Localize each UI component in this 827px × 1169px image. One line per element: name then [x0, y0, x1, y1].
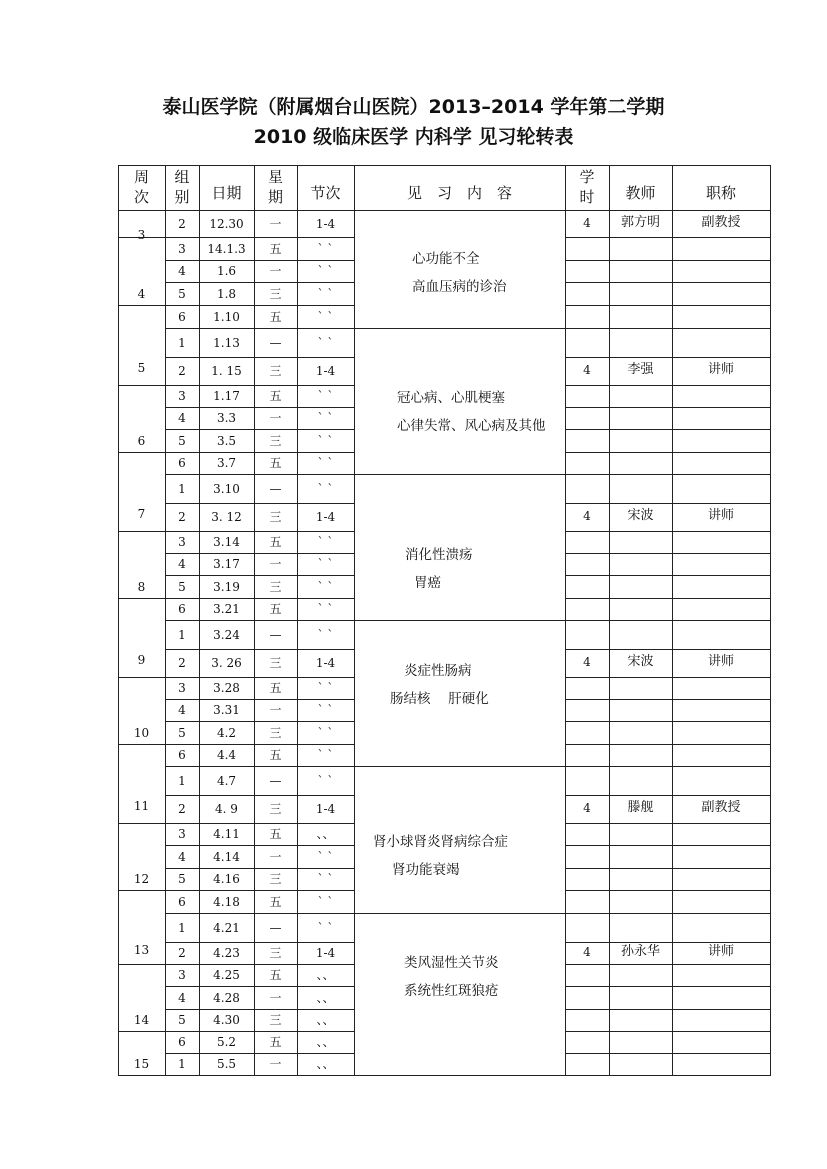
teacher-cell: 郭方明	[620, 214, 660, 230]
date-cell: 5.2	[216, 1035, 237, 1049]
date-cell: 4.18	[213, 894, 240, 909]
table-hline	[565, 328, 770, 329]
date-cell: 14.1.3	[207, 241, 246, 256]
header-hours-bottom: 时	[579, 188, 595, 206]
table-hline	[565, 795, 770, 796]
date-cell: 4.2	[216, 725, 237, 740]
table-hline	[565, 1053, 770, 1054]
date-cell: 3.24	[213, 627, 240, 642]
week-number: 8	[137, 579, 146, 594]
date-cell: 4.4	[216, 748, 237, 762]
table-hline	[165, 942, 354, 943]
header-content: 见 习 内 容	[406, 184, 512, 202]
table-hline	[165, 429, 354, 430]
table-hline	[565, 598, 770, 599]
weekday-cell: 五	[269, 827, 282, 841]
date-cell: 3.28	[213, 681, 240, 695]
group-cell: 5	[178, 286, 186, 301]
content-line: 消化性溃疡	[405, 547, 473, 563]
session-cell: ` `	[317, 602, 334, 616]
group-cell: 6	[178, 309, 186, 324]
group-cell: 6	[178, 748, 186, 762]
weekday-cell: 三	[269, 1013, 282, 1027]
table-hline	[165, 598, 354, 599]
table-hline	[165, 986, 354, 987]
content-line: 类风湿性关节炎	[404, 955, 499, 971]
group-cell: 2	[178, 802, 186, 816]
date-cell: 4. 9	[215, 802, 238, 816]
session-cell: ` `	[317, 725, 334, 740]
date-cell: 4.14	[213, 849, 240, 864]
table-hline	[565, 845, 770, 846]
table-hline	[565, 385, 770, 386]
group-cell: 3	[178, 681, 186, 695]
hours-cell: 4	[583, 215, 591, 230]
teacher-cell: 宋波	[627, 654, 654, 669]
session-cell: ` `	[317, 872, 334, 886]
weekday-cell: 三	[269, 433, 282, 448]
table-hline	[354, 620, 565, 621]
weekday-cell: 五	[269, 968, 282, 982]
group-cell: 5	[178, 579, 186, 594]
weekday-cell: —	[269, 920, 282, 935]
content-line: 系统性红斑狼疮	[404, 983, 499, 999]
header-group-top: 组	[174, 168, 190, 186]
session-cell: ` `	[317, 241, 334, 256]
group-cell: 3	[178, 389, 186, 403]
table-hline	[565, 407, 770, 408]
weekday-cell: 三	[269, 579, 282, 594]
session-cell: ` `	[317, 557, 334, 571]
table-hline	[165, 531, 354, 532]
table-hline	[565, 575, 770, 576]
weekday-cell: 五	[269, 535, 282, 549]
table-hline	[165, 964, 354, 965]
table-hline	[565, 474, 770, 475]
date-cell: 1.8	[216, 286, 237, 301]
table-vline	[770, 165, 771, 1076]
session-cell: 、、	[316, 990, 335, 1005]
week-number: 9	[137, 652, 146, 667]
weekday-cell: 三	[269, 802, 282, 816]
table-hline	[565, 699, 770, 700]
table-hline	[565, 429, 770, 430]
table-hline	[165, 575, 354, 576]
session-cell: ` `	[317, 703, 334, 717]
weekday-cell: 一	[269, 990, 282, 1005]
table-hline	[165, 677, 354, 678]
table-hline	[118, 890, 165, 891]
rank-cell: 副教授	[701, 800, 741, 815]
table-hline	[165, 766, 354, 767]
weekday-cell: —	[269, 481, 282, 496]
table-hline	[165, 503, 354, 504]
date-cell: 3.14	[213, 535, 240, 549]
weekday-cell: 一	[269, 264, 282, 278]
weekday-cell: 一	[269, 411, 282, 425]
header-weekday-bottom: 期	[267, 188, 283, 206]
table-hline	[165, 649, 354, 650]
table-hline	[565, 260, 770, 261]
group-cell: 1	[178, 1057, 186, 1071]
week-number: 13	[133, 942, 150, 957]
weekday-cell: 五	[269, 1035, 282, 1049]
date-cell: 3. 26	[211, 656, 242, 670]
table-hline	[565, 964, 770, 965]
date-cell: 3. 12	[211, 510, 242, 524]
session-cell: ` `	[317, 579, 334, 594]
weekday-cell: 一	[269, 216, 282, 231]
table-hline	[565, 868, 770, 869]
session-cell: 、、	[316, 968, 335, 982]
week-number: 4	[137, 287, 146, 301]
date-cell: 4.16	[213, 872, 240, 886]
date-cell: 4.28	[213, 990, 240, 1005]
content-line: 炎症性肠病	[404, 663, 472, 679]
document-title: 泰山医学院（附属烟台山医院）2013–2014 学年第二学期	[162, 96, 665, 118]
table-hline	[165, 474, 354, 475]
weekday-cell: 三	[269, 656, 282, 670]
table-hline	[565, 1031, 770, 1032]
group-cell: 5	[178, 433, 186, 448]
group-cell: 6	[178, 1035, 186, 1049]
weekday-cell: 三	[269, 872, 282, 886]
session-cell: 1-4	[315, 510, 336, 524]
date-cell: 3.31	[213, 703, 240, 717]
content-line: 胃癌	[414, 575, 441, 591]
session-cell: 、、	[316, 827, 335, 841]
weekday-cell: 一	[269, 557, 282, 571]
date-cell: 3.21	[213, 602, 240, 616]
table-hline	[165, 845, 354, 846]
session-cell: ` `	[317, 456, 334, 470]
content-line: 高血压病的诊治	[412, 279, 507, 295]
table-hline	[565, 503, 770, 504]
table-hline	[565, 766, 770, 767]
table-hline	[118, 165, 771, 166]
session-cell: 、、	[316, 1035, 335, 1049]
table-hline	[354, 766, 565, 767]
group-cell: 2	[178, 510, 186, 524]
session-cell: ` `	[317, 389, 334, 403]
group-cell: 5	[178, 872, 186, 886]
content-line: 冠心病、心肌梗塞	[397, 390, 505, 406]
group-cell: 1	[178, 335, 186, 350]
date-cell: 4.30	[213, 1013, 240, 1027]
hours-cell: 4	[583, 509, 591, 523]
date-cell: 1.17	[213, 389, 240, 403]
table-hline	[165, 328, 354, 329]
rank-cell: 讲师	[707, 654, 734, 669]
table-hline	[565, 677, 770, 678]
table-hline	[354, 328, 565, 329]
table-hline	[165, 407, 354, 408]
table-hline	[165, 237, 354, 238]
session-cell: 1-4	[315, 364, 336, 378]
week-number: 6	[137, 433, 146, 448]
table-hline	[165, 452, 354, 453]
week-number: 11	[133, 798, 150, 813]
weekday-cell: 一	[269, 703, 282, 717]
session-cell: ` `	[317, 627, 334, 642]
rank-cell: 讲师	[707, 508, 734, 523]
group-cell: 6	[178, 602, 186, 616]
group-cell: 4	[178, 703, 186, 717]
date-cell: 3.10	[213, 481, 240, 496]
session-cell: ` `	[317, 264, 334, 278]
table-hline	[165, 823, 354, 824]
group-cell: 1	[178, 920, 186, 935]
date-cell: 3.19	[213, 579, 240, 594]
table-hline	[118, 210, 771, 211]
session-cell: ` `	[317, 433, 334, 448]
group-cell: 5	[178, 725, 186, 740]
date-cell: 5.5	[216, 1057, 237, 1071]
weekday-cell: —	[269, 773, 282, 788]
table-hline	[565, 744, 770, 745]
teacher-cell: 孙永华	[620, 944, 660, 959]
table-hline	[165, 385, 354, 386]
session-cell: 、、	[316, 1057, 335, 1071]
session-cell: ` `	[317, 920, 334, 935]
week-number: 3	[137, 228, 146, 242]
date-cell: 12.30	[209, 216, 244, 231]
table-hline	[165, 1009, 354, 1010]
week-number: 12	[133, 872, 150, 886]
date-cell: 3.17	[213, 557, 240, 571]
table-hline	[565, 913, 770, 914]
group-cell: 3	[178, 968, 186, 982]
table-hline	[165, 1031, 354, 1032]
date-cell: 3.3	[216, 411, 237, 425]
weekday-cell: 五	[269, 681, 282, 695]
session-cell: ` `	[317, 535, 334, 549]
date-cell: 3.5	[216, 433, 237, 448]
hours-cell: 4	[583, 363, 591, 377]
date-cell: 4.25	[213, 968, 240, 982]
session-cell: ` `	[317, 335, 334, 350]
content-line: 肾小球肾炎肾病综合症	[373, 834, 508, 850]
group-cell: 5	[178, 1013, 186, 1027]
weekday-cell: 一	[269, 1057, 282, 1071]
header-week-bottom: 次	[133, 188, 149, 206]
group-cell: 1	[178, 773, 186, 788]
table-hline	[165, 868, 354, 869]
session-cell: ` `	[317, 773, 334, 788]
session-cell: ` `	[317, 411, 334, 425]
weekday-cell: 三	[269, 286, 282, 301]
table-hline	[565, 282, 770, 283]
table-hline	[165, 913, 354, 914]
weekday-cell: 五	[269, 748, 282, 762]
table-hline	[165, 260, 354, 261]
content-line: 心律失常、风心病及其他	[397, 418, 546, 434]
table-hline	[565, 531, 770, 532]
table-hline	[118, 452, 165, 453]
group-cell: 6	[178, 456, 186, 470]
table-hline	[118, 598, 165, 599]
header-date: 日期	[211, 184, 242, 202]
table-hline	[565, 357, 770, 358]
header-group-bottom: 别	[174, 188, 190, 206]
week-number: 15	[133, 1057, 150, 1071]
table-hline	[565, 890, 770, 891]
table-hline	[565, 649, 770, 650]
table-hline	[118, 1075, 771, 1076]
table-hline	[118, 677, 165, 678]
teacher-cell: 滕舰	[627, 800, 654, 815]
session-cell: 1-4	[315, 946, 336, 960]
table-hline	[165, 357, 354, 358]
content-line: 心功能不全	[412, 251, 480, 267]
date-cell: 1.13	[213, 335, 240, 350]
table-hline	[565, 1009, 770, 1010]
table-hline	[118, 823, 165, 824]
table-hline	[354, 474, 565, 475]
date-cell: 1. 15	[211, 364, 242, 378]
table-hline	[165, 699, 354, 700]
header-weekday-top: 星	[267, 168, 283, 186]
session-cell: 1-4	[315, 802, 336, 816]
header-week-top: 周	[133, 168, 149, 186]
table-hline	[165, 305, 354, 306]
group-cell: 4	[178, 990, 186, 1005]
date-cell: 4.21	[213, 920, 240, 935]
hours-cell: 4	[583, 801, 591, 815]
session-cell: ` `	[317, 681, 334, 695]
session-cell: ` `	[317, 748, 334, 762]
group-cell: 3	[178, 241, 186, 256]
table-hline	[354, 913, 565, 914]
session-cell: 1-4	[315, 656, 336, 670]
table-hline	[118, 385, 165, 386]
content-line: 肾功能衰竭	[392, 862, 460, 878]
group-cell: 4	[178, 557, 186, 571]
session-cell: 、、	[316, 1013, 335, 1027]
date-cell: 4.23	[213, 946, 240, 960]
weekday-cell: 五	[269, 241, 282, 256]
table-hline	[118, 1031, 165, 1032]
date-cell: 3.7	[216, 456, 237, 470]
table-hline	[565, 620, 770, 621]
weekday-cell: 一	[269, 849, 282, 864]
date-cell: 4.7	[216, 773, 237, 788]
group-cell: 6	[178, 894, 186, 909]
table-hline	[165, 282, 354, 283]
session-cell: ` `	[317, 894, 334, 909]
table-hline	[565, 986, 770, 987]
week-number: 14	[133, 1012, 150, 1027]
weekday-cell: 五	[269, 309, 282, 324]
session-cell: ` `	[317, 481, 334, 496]
table-vline	[118, 165, 119, 1076]
table-hline	[565, 942, 770, 943]
table-hline	[118, 531, 165, 532]
weekday-cell: 五	[269, 602, 282, 616]
table-hline	[565, 305, 770, 306]
content-line: 肠结核 肝硬化	[390, 691, 489, 707]
weekday-cell: 三	[269, 946, 282, 960]
date-cell: 4.11	[213, 827, 240, 841]
table-hline	[118, 305, 165, 306]
table-hline	[118, 744, 165, 745]
weekday-cell: 五	[269, 894, 282, 909]
header-rank: 职称	[705, 184, 736, 202]
group-cell: 2	[178, 946, 186, 960]
session-cell: ` `	[317, 309, 334, 324]
rank-cell: 讲师	[707, 944, 734, 959]
date-cell: 1.6	[216, 264, 237, 278]
table-hline	[118, 964, 165, 965]
group-cell: 2	[178, 656, 186, 670]
table-hline	[165, 553, 354, 554]
table-hline	[165, 721, 354, 722]
weekday-cell: 三	[269, 364, 282, 378]
session-cell: ` `	[317, 849, 334, 864]
date-cell: 1.10	[213, 309, 240, 324]
header-teacher: 教师	[625, 184, 656, 202]
hours-cell: 4	[583, 945, 591, 959]
table-hline	[165, 744, 354, 745]
weekday-cell: 三	[269, 725, 282, 740]
weekday-cell: 五	[269, 456, 282, 470]
weekday-cell: —	[269, 335, 282, 350]
group-cell: 1	[178, 627, 186, 642]
group-cell: 3	[178, 827, 186, 841]
group-cell: 4	[178, 849, 186, 864]
teacher-cell: 李强	[627, 362, 654, 377]
group-cell: 2	[178, 364, 186, 378]
table-hline	[165, 795, 354, 796]
week-number: 10	[133, 725, 150, 740]
table-hline	[565, 721, 770, 722]
header-session: 节次	[310, 184, 341, 202]
header-hours-top: 学	[579, 168, 595, 186]
week-number: 7	[137, 506, 146, 521]
rank-cell: 副教授	[701, 214, 741, 230]
document-subtitle: 2010 级临床医学 内科学 见习轮转表	[253, 126, 574, 148]
table-hline	[165, 890, 354, 891]
group-cell: 1	[178, 481, 186, 496]
table-hline	[565, 452, 770, 453]
weekday-cell: —	[269, 627, 282, 642]
session-cell: 1-4	[315, 216, 336, 231]
weekday-cell: 三	[269, 510, 282, 524]
group-cell: 4	[178, 411, 186, 425]
table-hline	[165, 1053, 354, 1054]
table-hline	[565, 823, 770, 824]
session-cell: ` `	[317, 286, 334, 301]
group-cell: 3	[178, 535, 186, 549]
group-cell: 4	[178, 264, 186, 278]
table-hline	[165, 620, 354, 621]
week-number: 5	[137, 360, 146, 375]
group-cell: 2	[178, 216, 186, 231]
table-hline	[565, 553, 770, 554]
hours-cell: 4	[583, 655, 591, 669]
rank-cell: 讲师	[707, 362, 734, 377]
weekday-cell: 五	[269, 389, 282, 403]
table-hline	[565, 237, 770, 238]
teacher-cell: 宋波	[627, 508, 654, 523]
